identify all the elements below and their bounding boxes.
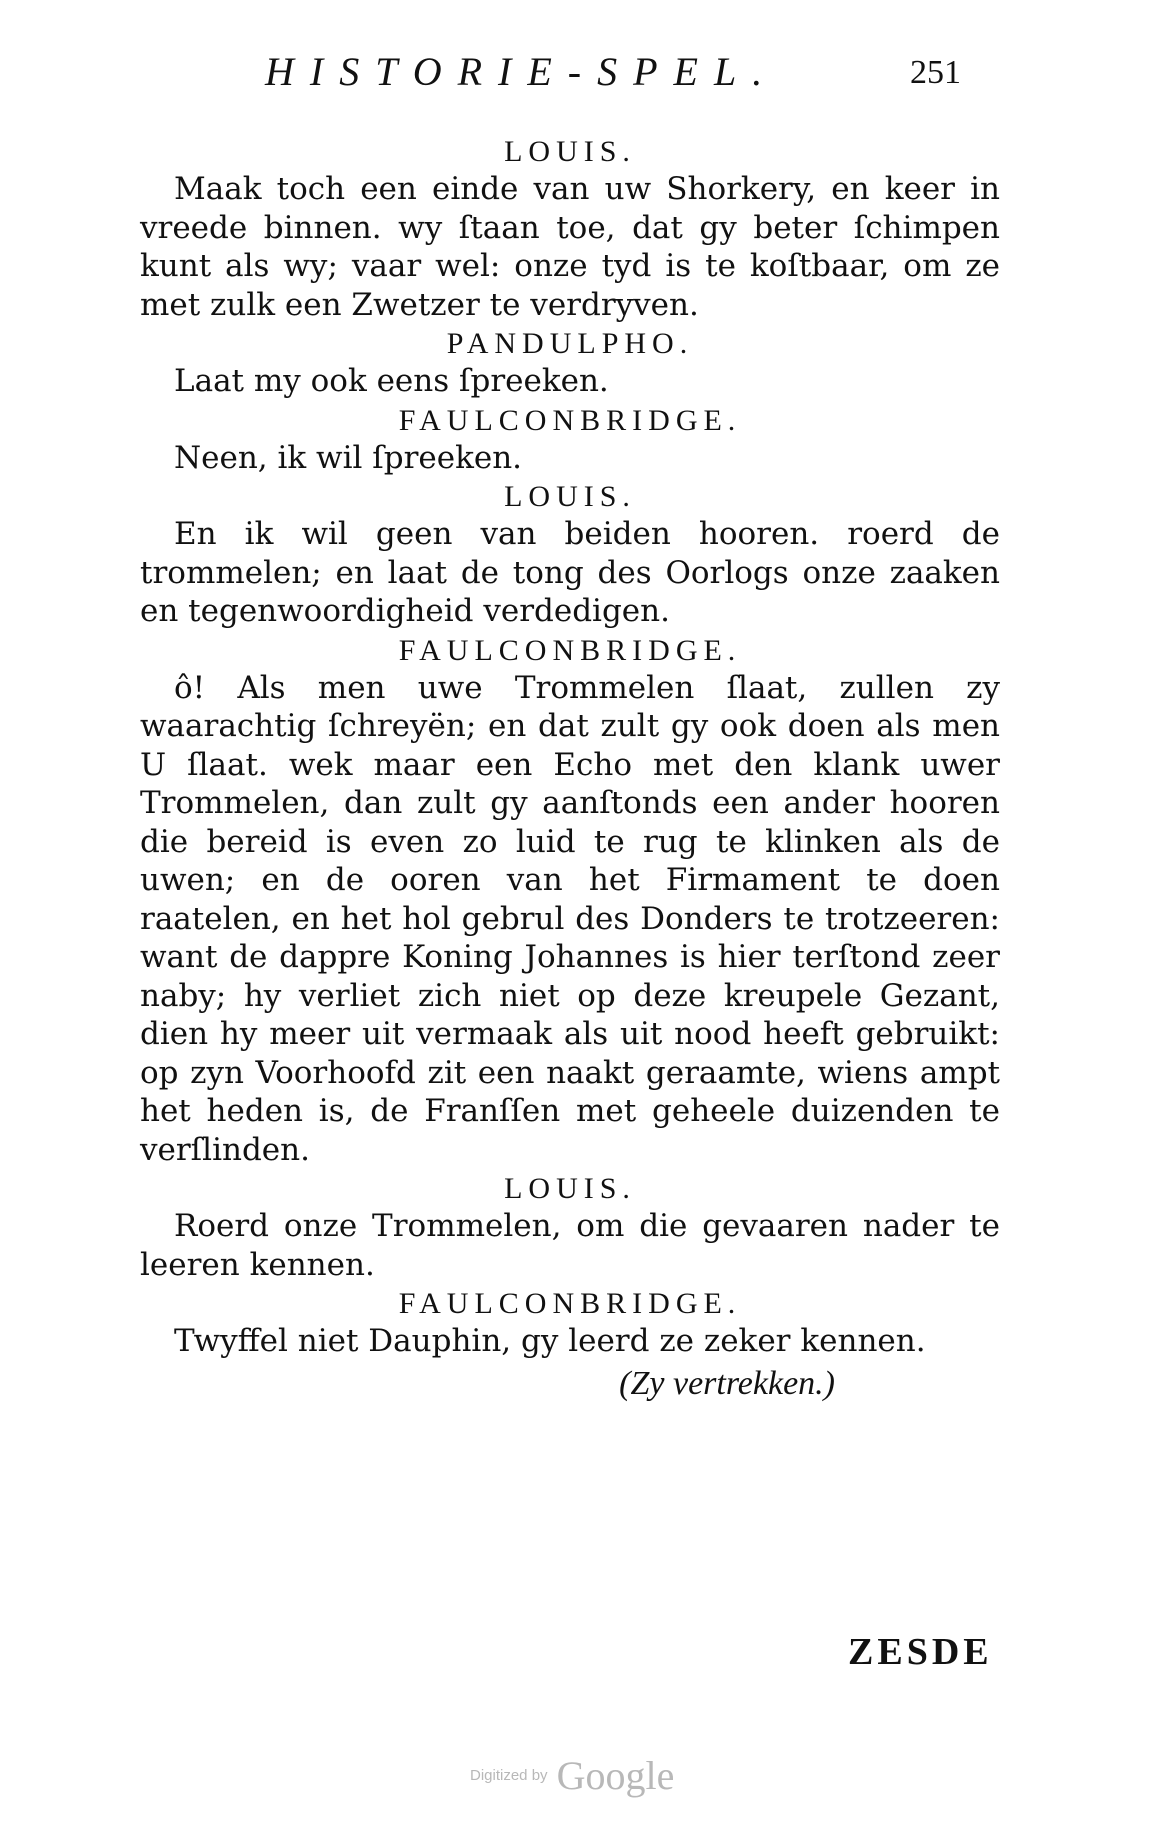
speech-text: Roerd onze Trommelen, om die gevaaren nader te leeren kennen. <box>140 1208 1000 1283</box>
watermark-prefix: Digitized by <box>470 1767 548 1784</box>
speech-text: Maak toch een einde van uw Shorkery, en keer in vreede binnen. wy ſtaan toe, dat gy beter ſchimpen kunt als wy; vaar wel: onze tyd is te koſtbaar, om ze met zulk een Zwetzer te verdryven. <box>140 171 1000 323</box>
running-title: HISTORIE-SPEL. <box>265 49 779 94</box>
speaker-name: FAULCONBRIDGE. <box>398 633 742 667</box>
google-logo: Google <box>556 1753 675 1798</box>
page-header <box>0 48 1151 108</box>
speaker-name: FAULCONBRIDGE. <box>398 403 742 437</box>
speech-text: Laat my ook eens ſpreeken. <box>174 363 609 399</box>
dialogue-block-louis-2 <box>140 479 1000 631</box>
catchword: ZESDE <box>848 1631 993 1673</box>
speech-text: En ik wil geen van beiden hooren. roerd de trommelen; en laat de tong des Oorlogs onze zaaken en tegenwoordigheid verdedigen. <box>140 516 1000 629</box>
dialogue-block-faulconbridge-2 <box>140 633 1000 1170</box>
dialogue-block-louis-1 <box>140 134 1000 324</box>
dialogue-block-faulconbridge-3 <box>140 1286 1000 1361</box>
dialogue-block-pandulpho <box>140 326 1000 401</box>
digitized-watermark <box>470 1752 674 1799</box>
speaker-name: PANDULPHO. <box>446 327 694 360</box>
speaker-name: FAULCONBRIDGE. <box>398 1287 742 1320</box>
dialogue-text <box>140 132 1000 1403</box>
speaker-name: LOUIS. <box>504 480 636 513</box>
page-number: 251 <box>910 54 961 91</box>
dialogue-block-louis-3 <box>140 1171 1000 1284</box>
speaker-name: LOUIS. <box>504 1172 636 1205</box>
speech-text: Neen, ik wil ſpreeken. <box>174 439 523 476</box>
speech-text: ô! Als men uwe Trommelen ſlaat, zullen zy waarachtig ſchreyën; en dat zult gy ook doen als men U ſlaat. wek maar een Echo met den klank uwer Trommelen, dan zult gy aanſtonds een ander hooren die bereid is even zo luid te rug te klinken als de uwen; en de ooren van het Firmament te doen raatelen, en het hol gebrul des Donders te trotzeeren: want de dappre Koning Johannes is hier terſtond zeer naby; hy verliet zich niet op deze kreupele Gezant, dien hy meer uit vermaak als uit nood heeft gebruikt: op zyn Voorhoofd zit een naakt geraamte, wiens ampt het heden is, de Franſſen met geheele duizenden te verſlinden. <box>140 669 1000 1168</box>
speech-text: Twyffel niet Dauphin, gy leerd ze zeker kennen. <box>174 1323 926 1359</box>
stage-direction: (Zy vertrekken.) <box>619 1364 835 1402</box>
dialogue-block-faulconbridge-1 <box>140 403 1000 478</box>
speaker-name: LOUIS. <box>504 135 636 168</box>
